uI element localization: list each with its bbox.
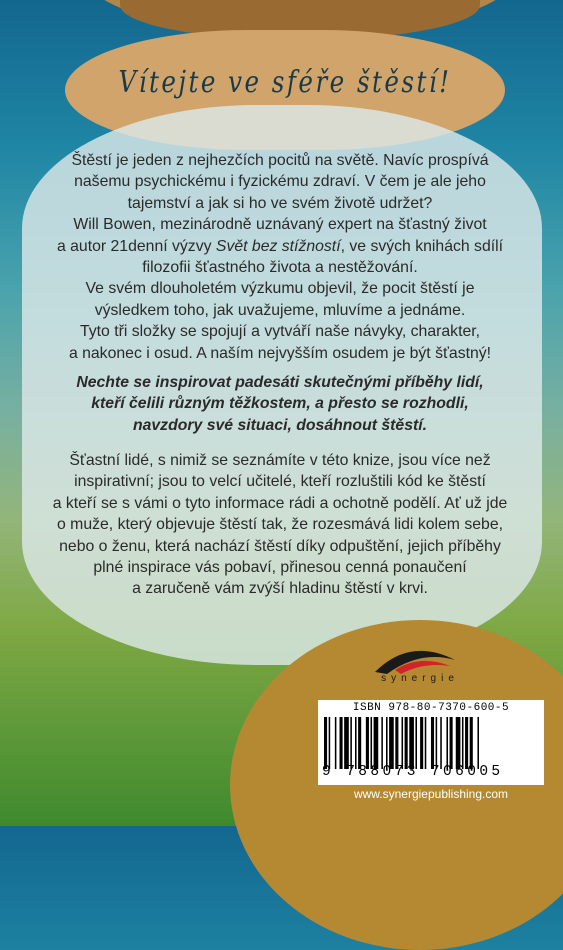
text-line: tajemství a jak si ho ve svém životě udržet?	[127, 194, 433, 212]
text-line: a autor 21denní výzvy Svět bez stížností, ve svých knihách sdílí	[56, 237, 504, 255]
text-line: Šťastní lidé, s nimiž se seznámíte v této knize, jsou více než	[69, 452, 491, 469]
page-title: Vítejte ve sféře štěstí!	[118, 65, 452, 100]
text-line: nebo o ženu, která nachází štěstí díky odpuštění, jejich příběhy	[59, 537, 501, 555]
closing-paragraph	[45, 450, 515, 600]
text-line: Tyto tři složky se spojují a vytváří naše návyky, charakter,	[79, 323, 481, 341]
text-line: kteří čelili různým těžkostem, a přesto se rozhodli,	[91, 395, 469, 413]
text-line: našemu psychickému i fyzickému zdraví. V čem je ale jeho	[74, 173, 486, 191]
text-line: o muže, který objevuje štěstí tak, že rozesmává lidi kolem sebe,	[56, 516, 503, 534]
text-line: a zaručeně vám zvýší hladinu štěstí v krvi.	[132, 580, 428, 598]
text-line: výsledkem toho, jak uvažujeme, mluvíme a jednáme.	[94, 301, 466, 319]
text-line: navzdory své situaci, dosáhnout štěstí.	[132, 416, 428, 434]
text-line: Nechte se inspirovat padesáti skutečnými příběhy lidí,	[76, 374, 484, 391]
highlight-paragraph	[45, 372, 515, 436]
publisher-website-link[interactable]: www.synergiepublishing.com	[353, 787, 509, 801]
text-line: a kteří se s vámi o tyto informace rádi a ochotně podělí. Ať už jde	[52, 494, 508, 512]
text-line: filozofii šťastného života a nestěžování.	[142, 259, 418, 277]
barcode-digits: 9 788073 706005	[322, 764, 504, 780]
publisher-name: synergie	[381, 673, 459, 684]
intro-paragraph	[45, 150, 515, 364]
text-line: inspirativní; jsou to velcí učitelé, kteří rozluštili kód ke štěstí	[74, 473, 486, 491]
text-line: plné inspirace vás pobaví, přinesou cenná ponaučení	[93, 559, 467, 577]
text-line: Štěstí je jeden z nejhezčích pocitů na světě. Navíc prospívá	[71, 152, 489, 169]
isbn-label: ISBN 978-80-7370-600-5	[352, 702, 510, 714]
text-line: Ve svém dlouholetém výzkumu objevil, že pocit štěstí je	[85, 280, 475, 298]
text-line: a nakonec i osud. A naším nejvyšším osudem je být šťastný!	[68, 344, 492, 362]
barcode	[318, 700, 544, 785]
text-line: Will Bowen, mezinárodně uznávaný expert na šťastný život	[73, 216, 487, 234]
barcode-bars-icon	[324, 717, 538, 769]
